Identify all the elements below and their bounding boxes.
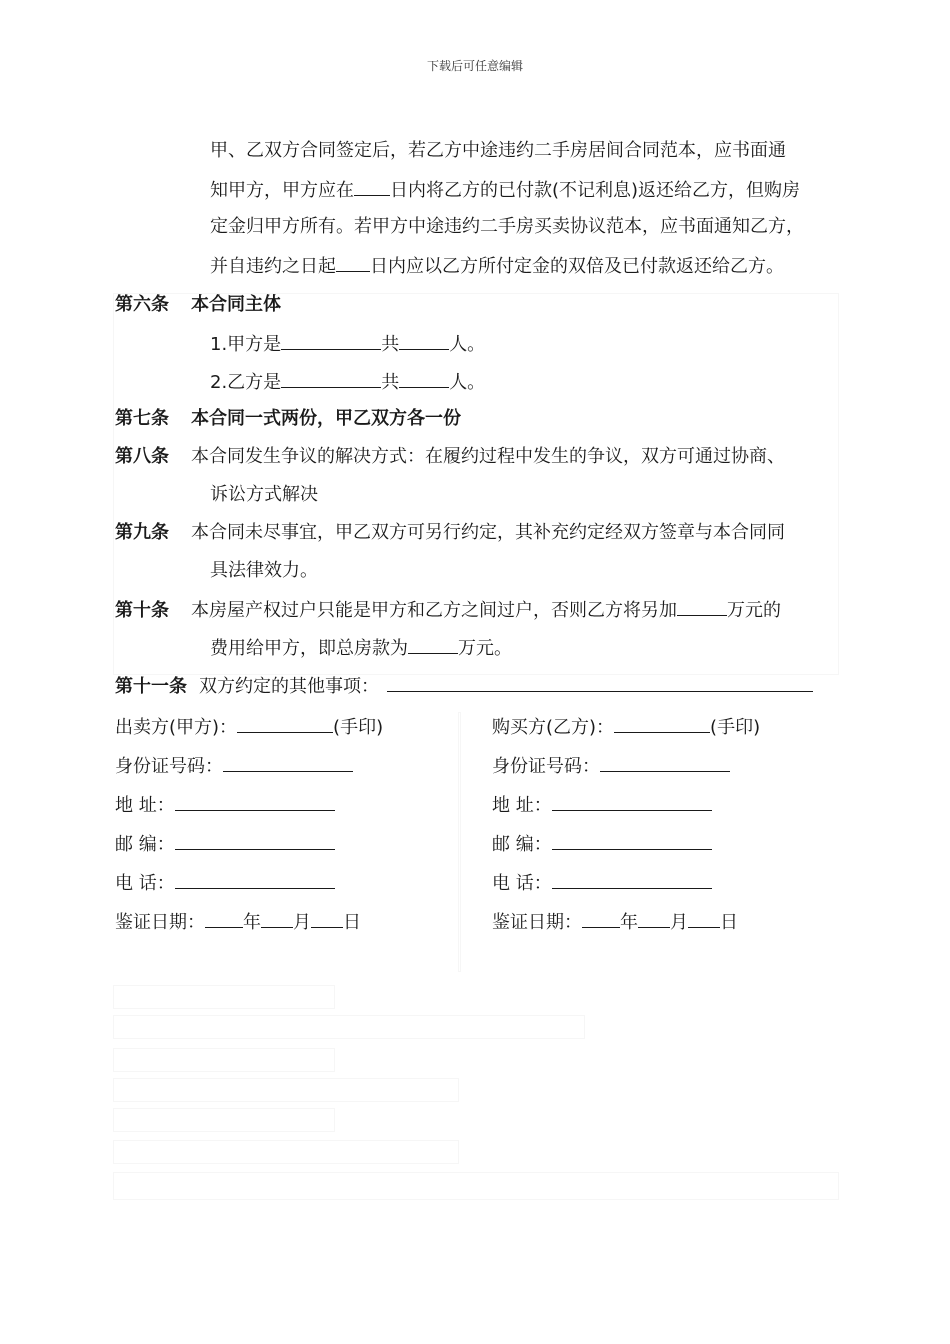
intro-text: 日内将乙方的已付款(不记利息)返还给乙方，但购房	[390, 180, 801, 201]
table-outline	[113, 1048, 335, 1072]
seller-month-blank[interactable]	[261, 909, 293, 928]
table-outline	[113, 985, 335, 1009]
field-label: (手印)	[333, 717, 384, 738]
table-outline	[113, 1140, 459, 1164]
field-label: 日	[720, 912, 738, 933]
article-text: 万元的	[727, 600, 781, 621]
article-text: 本房屋产权过户只能是甲方和乙方之间过户，否则乙方将另加	[191, 600, 677, 621]
article-11-line	[115, 673, 813, 699]
table-outline	[113, 1172, 839, 1200]
field-label: 电 话：	[115, 873, 175, 894]
intro-text: 并自违约之日起	[210, 256, 336, 277]
article-text: 万元。	[458, 638, 512, 659]
seller-id-row	[115, 753, 353, 779]
article-text: 双方约定的其他事项：	[199, 676, 379, 697]
buyer-day-blank[interactable]	[688, 909, 720, 928]
field-label: 身份证号码：	[492, 756, 600, 777]
article-label: 第九条	[115, 522, 169, 543]
field-label: 日	[343, 912, 361, 933]
seller-date-row	[115, 909, 361, 935]
buyer-phone-row	[492, 870, 712, 896]
field-label: 邮 编：	[115, 834, 175, 855]
article-label: 第八条	[115, 446, 169, 467]
buyer-id-row	[492, 753, 730, 779]
table-outline	[113, 1015, 585, 1039]
intro-line-4	[210, 253, 784, 279]
item-text: 共	[381, 372, 400, 393]
other-matters-blank[interactable]	[387, 673, 813, 692]
item-text: 2.乙方是	[210, 372, 282, 393]
intro-line-2	[210, 177, 800, 203]
field-label: 邮 编：	[492, 834, 552, 855]
seller-year-blank[interactable]	[205, 909, 243, 928]
field-label: 电 话：	[492, 873, 552, 894]
article-label: 第十条	[115, 600, 169, 621]
field-label: 地 址：	[492, 795, 552, 816]
field-label: 鉴证日期：	[115, 912, 205, 933]
buyer-address-row	[492, 792, 712, 818]
buyer-party-row	[492, 714, 760, 740]
article-label: 第六条	[115, 294, 169, 315]
field-label: 月	[670, 912, 688, 933]
days-blank-2[interactable]	[336, 253, 370, 272]
buyer-month-blank[interactable]	[638, 909, 670, 928]
buyer-address-blank[interactable]	[552, 792, 712, 811]
buyer-name-blank[interactable]	[614, 714, 710, 733]
field-label: 地 址：	[115, 795, 175, 816]
article-8-line-2: 诉讼方式解决	[210, 484, 318, 505]
field-label: 年	[620, 912, 638, 933]
seller-day-blank[interactable]	[311, 909, 343, 928]
table-outline	[113, 293, 839, 675]
article-title: 本合同一式两份，甲乙双方各一份	[191, 408, 461, 429]
intro-text: 知甲方，甲方应在	[210, 180, 354, 201]
field-label: 鉴证日期：	[492, 912, 582, 933]
item-text: 共	[381, 334, 400, 355]
buyer-id-blank[interactable]	[600, 753, 730, 772]
item-text: 1.甲方是	[210, 334, 282, 355]
article-text: 费用给甲方，即总房款为	[210, 638, 408, 659]
buyer-postcode-row	[492, 831, 712, 857]
article-title: 本合同主体	[191, 294, 281, 315]
table-outline	[113, 1078, 459, 1102]
seller-name-blank[interactable]	[237, 714, 333, 733]
article-9-line-2: 具法律效力。	[210, 560, 318, 581]
intro-line-3: 定金归甲方所有。若甲方中途违约二手房买卖协议范本，应书面通知乙方，	[210, 216, 804, 237]
article-label: 第十一条	[115, 676, 187, 697]
buyer-year-blank[interactable]	[582, 909, 620, 928]
field-label: (手印)	[710, 717, 761, 738]
field-label: 身份证号码：	[115, 756, 223, 777]
article-text: 本合同未尽事宜，甲乙双方可另行约定，其补充约定经双方签章与本合同同	[191, 522, 785, 543]
seller-address-blank[interactable]	[175, 792, 335, 811]
page-header: 下载后可任意编辑	[426, 59, 523, 73]
item-text: 人。	[449, 334, 486, 355]
field-label: 月	[293, 912, 311, 933]
seller-postcode-row	[115, 831, 335, 857]
seller-phone-row	[115, 870, 335, 896]
intro-line-1: 甲、乙双方合同签定后，若乙方中途违约二手房居间合同范本，应书面通	[210, 140, 786, 161]
seller-id-blank[interactable]	[223, 753, 353, 772]
days-blank-1[interactable]	[354, 177, 390, 196]
intro-text: 日内应以乙方所付定金的双倍及已付款返还给乙方。	[370, 256, 784, 277]
table-divider	[458, 712, 461, 972]
field-label: 年	[243, 912, 261, 933]
field-label: 出卖方(甲方)：	[115, 717, 238, 738]
seller-party-row	[115, 714, 383, 740]
article-text: 本合同发生争议的解决方式：在履约过程中发生的争议，双方可通过协商、	[191, 446, 785, 467]
buyer-postcode-blank[interactable]	[552, 831, 712, 850]
field-label: 购买方(乙方)：	[492, 717, 615, 738]
table-outline	[113, 1108, 335, 1132]
buyer-phone-blank[interactable]	[552, 870, 712, 889]
item-text: 人。	[449, 372, 486, 393]
seller-phone-blank[interactable]	[175, 870, 335, 889]
seller-address-row	[115, 792, 335, 818]
seller-postcode-blank[interactable]	[175, 831, 335, 850]
buyer-date-row	[492, 909, 738, 935]
article-label: 第七条	[115, 408, 169, 429]
